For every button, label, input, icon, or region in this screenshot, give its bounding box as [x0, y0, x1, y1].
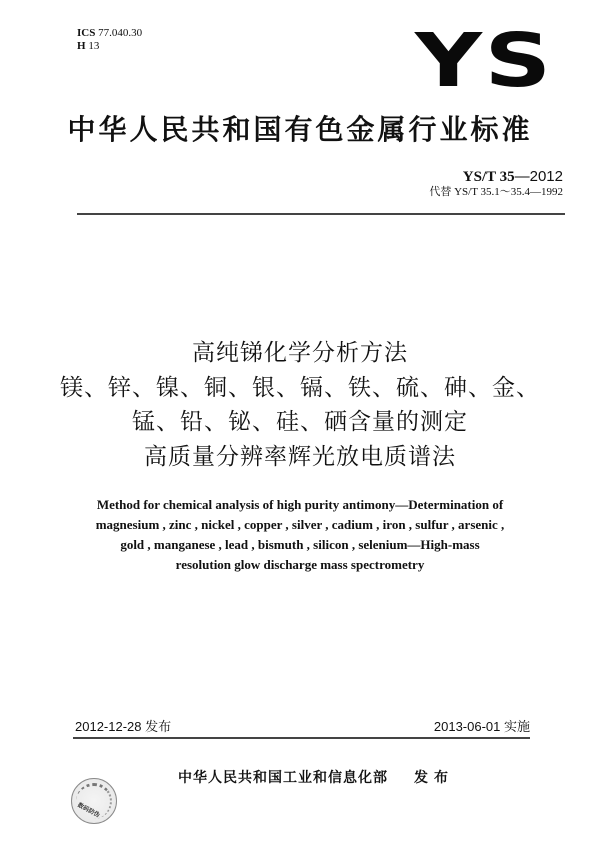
- english-title-line-1: Method for chemical analysis of high purity antimony—Determination of: [96, 497, 504, 512]
- footer-divider: [73, 737, 530, 739]
- ics-code: 77.040.30: [98, 27, 143, 39]
- ccs-label: H: [77, 40, 86, 52]
- ys-logo: YS: [415, 18, 554, 104]
- replaces-standard: 代替 YS/T 35.1～35.4—1992: [429, 186, 563, 198]
- effective-date: 2013-06-01 实施: [433, 719, 530, 734]
- publish-action: 发布: [414, 770, 454, 786]
- english-title-line-4: resolution glow discharge mass spectrometry: [175, 557, 425, 572]
- chinese-title-line-2: 镁、锌、镍、铜、银、镉、铁、硫、砷、金、: [60, 374, 540, 401]
- header-divider: [77, 213, 565, 215]
- standard-number: [463, 169, 563, 185]
- org-standard-title: 中华人民共和国有色金属行业标准: [67, 113, 533, 146]
- publisher-name: 中华人民共和国工业和信息化部: [178, 770, 388, 786]
- chinese-title-line-4: 高质量分辨率辉光放电质谱法: [144, 443, 456, 470]
- chinese-title-line-3: 锰、铅、铋、硅、硒含量的测定: [132, 409, 468, 435]
- english-title-line-3: gold , manganese , lead , bismuth , silicon , selenium—High-mass: [120, 537, 480, 552]
- classification-codes: [77, 27, 142, 53]
- publisher-line: [178, 769, 454, 787]
- ccs-code: 13: [88, 40, 100, 52]
- ccs-code-line: [77, 40, 142, 53]
- ics-code-line: [77, 27, 142, 40]
- english-title: [0, 495, 600, 575]
- chinese-title: [0, 336, 600, 474]
- seal-stamp-icon: [71, 778, 117, 824]
- english-title-line-2: magnesium , zinc , nickel , copper , silver , cadium , iron , sulfur , arsenic ,: [95, 517, 505, 532]
- stamp-text: 数码防伪: [76, 801, 101, 820]
- chinese-title-line-1: 高纯锑化学分析方法: [192, 340, 408, 366]
- issue-date: 2012-12-28 发布: [75, 719, 172, 734]
- standard-year: —2012: [514, 168, 563, 185]
- standard-code: YS/T 35: [462, 169, 515, 185]
- ics-label: ICS: [77, 27, 96, 39]
